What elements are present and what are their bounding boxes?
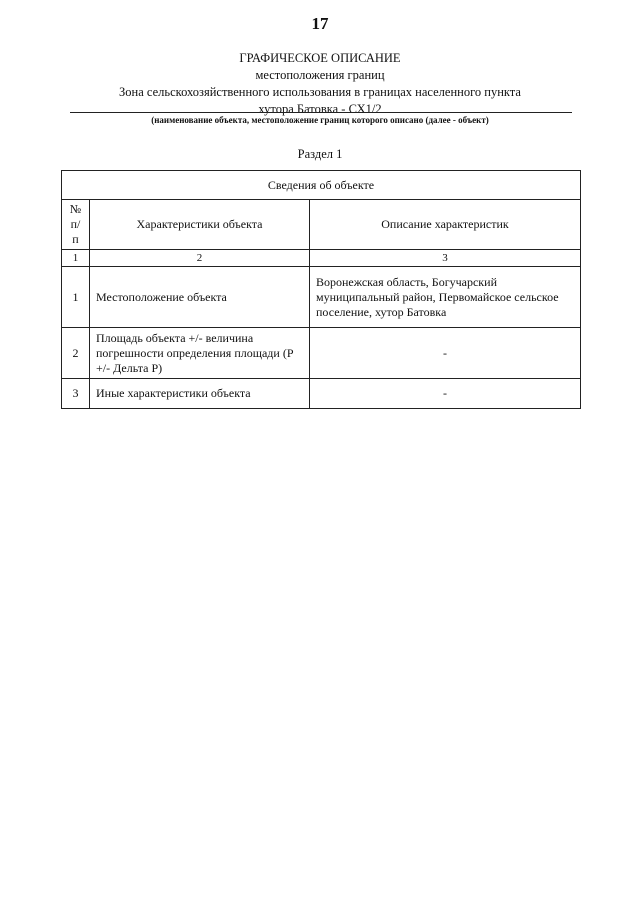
row-description	[310, 267, 581, 328]
heading-subtitle: местоположения границ	[255, 68, 385, 82]
section-title: Раздел 1	[297, 147, 343, 161]
row-num: 3	[62, 379, 90, 409]
header-num: № п/п	[62, 200, 90, 250]
document-heading	[0, 50, 640, 118]
row-characteristic	[90, 379, 310, 409]
row-description: -	[310, 379, 581, 409]
table-row	[62, 379, 581, 409]
index-cell: 3	[310, 250, 581, 267]
row-description-text: Воронежская область, Богучарский муниципальный район, Первомайское сельское поселение, хутор Батовка	[316, 274, 559, 319]
table-title: Сведения об объекте	[62, 171, 581, 200]
page-number: 17	[311, 14, 329, 33]
table-title-row	[62, 171, 581, 200]
table-header-row	[62, 200, 581, 250]
row-characteristic	[90, 328, 310, 379]
row-description: -	[310, 328, 581, 379]
row-characteristic-text: Местоположение объекта	[96, 289, 227, 304]
header-description: Описание характеристик	[310, 200, 581, 250]
heading-zone-name: Зона сельскохозяйственного использования в границах населенного пункта	[119, 85, 521, 99]
row-num: 2	[62, 328, 90, 379]
table-index-row	[62, 250, 581, 267]
row-characteristic	[90, 267, 310, 328]
heading-zone-code: хутора Батовка - СХ1/2	[258, 102, 382, 116]
table-row	[62, 267, 581, 328]
row-num: 1	[62, 267, 90, 328]
heading-title: ГРАФИЧЕСКОЕ ОПИСАНИЕ	[239, 51, 401, 65]
table-row	[62, 328, 581, 379]
object-caption: (наименование объекта, местоположение границ которого описано (далее - объект)	[151, 115, 489, 125]
header-characteristic: Характеристики объекта	[90, 200, 310, 250]
row-characteristic-text: Иные характеристики объекта	[96, 386, 251, 400]
index-cell: 2	[90, 250, 310, 267]
row-characteristic-text: Площадь объекта +/- величина погрешности определения площади (P +/- Дельта P)	[96, 330, 294, 375]
heading-underline	[70, 112, 572, 113]
index-cell: 1	[62, 250, 90, 267]
object-info-table	[61, 170, 581, 409]
